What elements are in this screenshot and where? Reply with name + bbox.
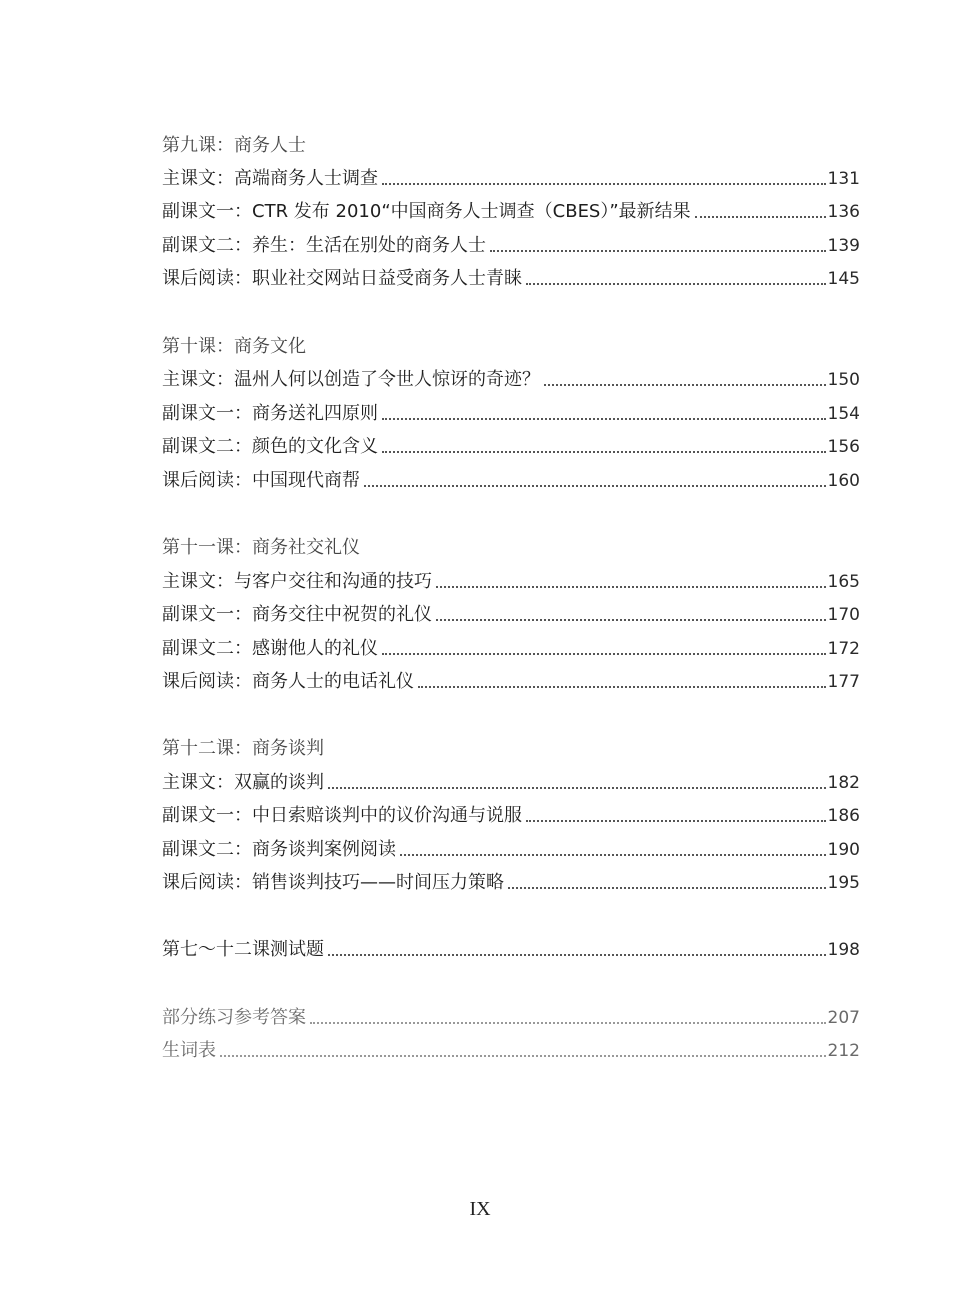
entry-title: 副课文二：颜色的文化含义 bbox=[162, 436, 378, 457]
toc-entry-glossary[interactable] bbox=[162, 1033, 860, 1063]
page-number: 145 bbox=[827, 269, 860, 289]
entry-title: 主课文：双赢的谈判 bbox=[162, 772, 324, 793]
entry-title: 课后阅读：中国现代商帮 bbox=[162, 470, 360, 491]
lesson-heading bbox=[162, 530, 860, 560]
page-number: 170 bbox=[827, 605, 860, 625]
entry-title: 课后阅读：商务人士的电话礼仪 bbox=[162, 671, 414, 692]
toc-entry[interactable] bbox=[162, 798, 860, 828]
entry-title: 主课文：温州人何以创造了令世人惊讶的奇迹？ bbox=[162, 369, 540, 390]
entry-title: 副课文一：商务送礼四原则 bbox=[162, 403, 378, 424]
toc-entry[interactable] bbox=[162, 765, 860, 795]
dot-leader bbox=[382, 653, 826, 655]
lesson-title: 第十二课：商务谈判 bbox=[162, 738, 324, 759]
dot-leader bbox=[328, 787, 826, 789]
dot-leader bbox=[526, 820, 826, 822]
toc-entry-test[interactable] bbox=[162, 932, 860, 962]
page-number: 150 bbox=[827, 370, 860, 390]
dot-leader bbox=[695, 216, 826, 218]
page-number: 177 bbox=[827, 672, 860, 692]
page-number: 131 bbox=[827, 169, 860, 189]
page-number: 160 bbox=[827, 471, 860, 491]
entry-title: 主课文：高端商务人士调查 bbox=[162, 168, 378, 189]
lesson-heading bbox=[162, 128, 860, 158]
entry-title: 副课文一：商务交往中祝贺的礼仪 bbox=[162, 604, 432, 625]
page-number: 207 bbox=[827, 1008, 860, 1028]
toc-entry[interactable] bbox=[162, 228, 860, 258]
toc-entry[interactable] bbox=[162, 194, 860, 224]
toc-entry[interactable] bbox=[162, 631, 860, 661]
dot-leader bbox=[382, 451, 826, 453]
page-folio: IX bbox=[469, 1198, 491, 1220]
entry-title: 部分练习参考答案 bbox=[162, 1007, 306, 1028]
toc-entry[interactable] bbox=[162, 161, 860, 191]
page-number: 172 bbox=[827, 639, 860, 659]
dot-leader bbox=[364, 485, 826, 487]
page-number: 182 bbox=[827, 773, 860, 793]
page-number: 136 bbox=[827, 202, 860, 222]
dot-leader bbox=[328, 954, 826, 956]
page-number: 190 bbox=[827, 840, 860, 860]
toc-entry[interactable] bbox=[162, 865, 860, 895]
lesson-heading bbox=[162, 731, 860, 761]
entry-title: 第七～十二课测试题 bbox=[162, 939, 324, 960]
lesson-title: 第十一课：商务社交礼仪 bbox=[162, 537, 360, 558]
entry-title: 副课文一：中日索赔谈判中的议价沟通与说服 bbox=[162, 805, 522, 826]
lesson-title: 第九课：商务人士 bbox=[162, 135, 306, 156]
toc-entry[interactable] bbox=[162, 664, 860, 694]
entry-title: 副课文二：感谢他人的礼仪 bbox=[162, 638, 378, 659]
dot-leader bbox=[490, 250, 826, 252]
page-number: 156 bbox=[827, 437, 860, 457]
page-number: 195 bbox=[827, 873, 860, 893]
entry-title: 副课文二：养生：生活在别处的商务人士 bbox=[162, 235, 486, 256]
dot-leader bbox=[544, 384, 826, 386]
toc-entry[interactable] bbox=[162, 597, 860, 627]
dot-leader bbox=[436, 619, 826, 621]
entry-title: 课后阅读：职业社交网站日益受商务人士青睐 bbox=[162, 268, 522, 289]
entry-title: 副课文一：CTR 发布 2010“中国商务人士调查（CBES）”最新结果 bbox=[162, 201, 691, 222]
entry-title: 主课文：与客户交往和沟通的技巧 bbox=[162, 571, 432, 592]
entry-title: 课后阅读：销售谈判技巧——时间压力策略 bbox=[162, 872, 504, 893]
entry-title: 副课文二：商务谈判案例阅读 bbox=[162, 839, 396, 860]
page-number: 212 bbox=[827, 1041, 860, 1061]
dot-leader bbox=[526, 283, 826, 285]
toc-entry[interactable] bbox=[162, 832, 860, 862]
toc-entry-answers[interactable] bbox=[162, 1000, 860, 1030]
page-number: 154 bbox=[827, 404, 860, 424]
toc-entry[interactable] bbox=[162, 396, 860, 426]
page-number: 186 bbox=[827, 806, 860, 826]
dot-leader bbox=[400, 854, 826, 856]
entry-title: 生词表 bbox=[162, 1040, 216, 1061]
lesson-title: 第十课：商务文化 bbox=[162, 336, 306, 357]
dot-leader bbox=[220, 1055, 826, 1057]
dot-leader bbox=[382, 418, 826, 420]
toc-entry[interactable] bbox=[162, 564, 860, 594]
dot-leader bbox=[382, 183, 826, 185]
lesson-heading bbox=[162, 329, 860, 359]
page-number: 139 bbox=[827, 236, 860, 256]
toc-entry[interactable] bbox=[162, 463, 860, 493]
dot-leader bbox=[310, 1022, 826, 1024]
page-number: 165 bbox=[827, 572, 860, 592]
dot-leader bbox=[436, 586, 826, 588]
toc-entry[interactable] bbox=[162, 362, 860, 392]
page-number: 198 bbox=[827, 940, 860, 960]
toc-entry[interactable] bbox=[162, 429, 860, 459]
dot-leader bbox=[508, 887, 826, 889]
dot-leader bbox=[418, 686, 826, 688]
toc-entry[interactable] bbox=[162, 261, 860, 291]
